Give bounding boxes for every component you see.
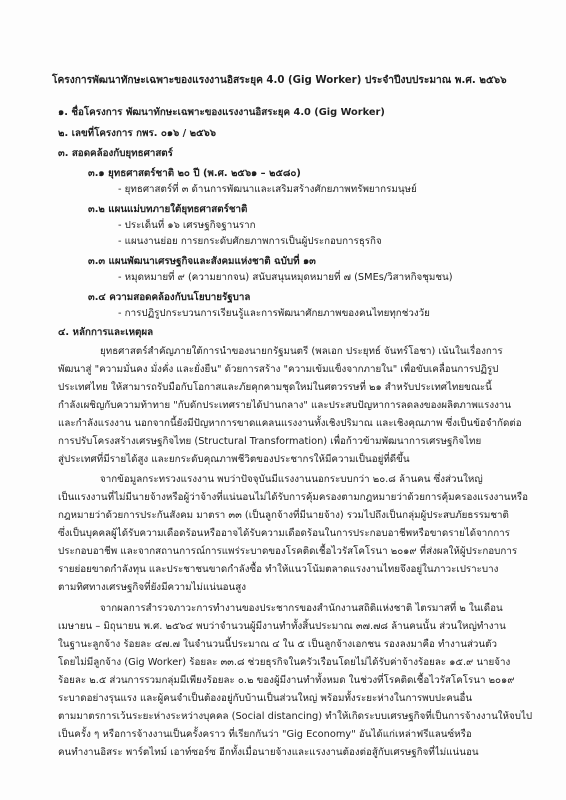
- paragraph-3-line: ระบาดอย่างรุนแรง และผู้คนจำเป็นต้องอยู่กับบ้านเป็นส่วนใหญ่ พร้อมทั้งระยะห่างในการพบปะคนอื่น: [58, 693, 473, 704]
- paragraph-3-line: โดยไม่มีลูกจ้าง (Gig Worker) ร้อยละ ๓๓.๘ ช่วยธุรกิจในครัวเรือนโดยไม่ได้รับค่าจ้างร้อยละ ๑๕.๙ นายจ้าง: [58, 657, 511, 668]
- section-2-project-number: ๒. เลขที่โครงการ กพร. ๐๑๖ / ๒๕๖๖: [58, 128, 216, 139]
- paragraph-2-line: ซึ่งเป็นบุคคลผู้ได้รับความเดือดร้อนหรืออาจได้รับความเดือดร้อนในการประกอบอาชีพหรือขาดรายได้จากการ: [58, 528, 510, 539]
- section-3-1-heading: ๓.๑ ยุทธศาสตร์ชาติ ๒๐ ปี (พ.ศ. ๒๕๖๑ – ๒๕๘๐): [88, 168, 301, 179]
- section-4-heading: ๔. หลักการและเหตุผล: [58, 327, 154, 338]
- paragraph-2-line: รายย่อยขาดกำลังทุน และประชาชนขาดกำลังซื้อ ทำให้แนวโน้มตลาดแรงงานไทยจึงอยู่ในภาวะเปราะบาง: [58, 564, 499, 575]
- paragraph-1-line: สู่ประเทศที่มีรายได้สูง และยกระดับคุณภาพชีวิตของประชากรให้มีความเป็นอยู่ที่ดีขึ้น: [58, 454, 410, 465]
- section-3-4-heading: ๓.๔ ความสอดคล้องกับนโยบายรัฐบาล: [88, 292, 251, 303]
- section-3-3-item: - หมุดหมายที่ ๙ (ความยากจน) สนับสนุนหมุดหมายที่ ๗ (SMEs/วิสาหกิจชุมชน): [118, 272, 453, 283]
- paragraph-3-line: เป็นครั้ง ๆ หรือการจ้างงานเป็นครั้งคราว ที่เรียกกันว่า "Gig Economy" อันได้แก่เหล่าฟรีแลนซ์หรือ: [58, 729, 472, 740]
- paragraph-1-line: ประเทศไทย ให้สามารถรับมือกับโอกาสและภัยคุกคามชุดใหม่ในศตวรรษที่ ๒๑ สำหรับประเทศไทยขณะนี้: [58, 382, 492, 393]
- section-1-project-name: ๑. ชื่อโครงการ พัฒนาทักษะเฉพาะของแรงงานอิสระยุค 4.0 (Gig Worker): [58, 107, 385, 118]
- section-3-1-item: - ยุทธศาสตร์ที่ ๓ ด้านการพัฒนาและเสริมสร้างศักยภาพทรัพยากรมนุษย์: [118, 184, 417, 195]
- document-title: โครงการพัฒนาทักษะเฉพาะของแรงงานอิสระยุค 4.0 (Gig Worker) ประจำปีงบประมาณ พ.ศ. ๒๕๖๖: [52, 75, 507, 86]
- paragraph-1-line: การปรับโครงสร้างเศรษฐกิจไทย (Structural Transformation) เพื่อก้าวข้ามพัฒนาการเศรษฐกิจไทย: [58, 436, 482, 447]
- paragraph-3-line: ในฐานะลูกจ้าง ร้อยละ ๔๗.๗ ในจำนวนนี้ประมาณ ๔ ใน ๕ เป็นลูกจ้างเอกชน รองลงมาคือ ทำงานส่วนตัว: [58, 639, 497, 650]
- paragraph-3-line: ร้อยละ ๒.๕ ส่วนการรวมกลุ่มมีเพียงร้อยละ ๐.๒ ของผู้มีงานทำทั้งหมด ในช่วงที่โรคติดเชื้อไวรัสโคโรนา ๒๐๑๙: [58, 675, 515, 686]
- paragraph-2-line: จากข้อมูลกระทรวงแรงงาน พบว่าปัจจุบันมีแรงงานนอกระบบกว่า ๒๐.๘ ล้านคน ซึ่งส่วนใหญ่: [100, 474, 483, 485]
- section-3-2-item-1: - ประเด็นที่ ๑๖ เศรษฐกิจฐานราก: [118, 220, 256, 231]
- section-3-2-heading: ๓.๒ แผนแม่บทภายใต้ยุทธศาสตร์ชาติ: [88, 204, 248, 215]
- paragraph-2-line: ประกอบอาชีพ และจากสถานการณ์การแพร่ระบาดของโรคติดเชื้อไวรัสโคโรนา ๒๐๑๙ ที่ส่งผลให้ผู้ประกอบการ: [58, 546, 518, 557]
- section-3-2-item-2: - แผนงานย่อย การยกระดับศักยภาพการเป็นผู้ประกอบการธุรกิจ: [118, 236, 382, 247]
- paragraph-1-line: พัฒนาสู่ "ความมั่นคง มั่งคั่ง และยั่งยืน" ด้วยการสร้าง "ความเข้มแข็งจากภายใน" เพื่อขับเคลื่อนการปฏิรูป: [58, 364, 499, 375]
- paragraph-3-line: จากผลการสำรวจภาวะการทำงานของประชากรของสำนักงานสถิติแห่งชาติ ไตรมาสที่ ๒ ในเดือน: [100, 603, 503, 614]
- paragraph-2-line: กฎหมายว่าด้วยการประกันสังคม มาตรา ๓๓ (เป็นลูกจ้างที่มีนายจ้าง) รวมไปถึงเป็นกลุ่มผู้ประสบภัยธรรมชาติ: [58, 510, 509, 521]
- paragraph-3-line: คนทำงานอิสระ พาร์ตไทม์ เอาท์ซอร์ซ อีกทั้งเมื่อนายจ้างและแรงงานต้องต่อสู้กับเศรษฐกิจที่ไม่แน่นอน: [58, 747, 479, 758]
- paragraph-1-line: ยุทธศาสตร์สำคัญภายใต้การนำของนายกรัฐมนตรี (พลเอก ประยุทธ์ จันทร์โอชา) เน้นในเรื่องการ: [100, 346, 503, 357]
- section-3-heading: ๓. สอดคล้องกับยุทธศาสตร์: [58, 148, 173, 159]
- paragraph-3-line: ตามมาตรการเว้นระยะห่างระหว่างบุคคล (Social distancing) ทำให้เกิดระบบเศรษฐกิจที่เป็นการจ้างงานให้จบไป: [58, 711, 533, 722]
- paragraph-1-line: และกำลังแรงงาน นอกจากนี้ยังมีปัญหาการขาดแคลนแรงงานทั้งเชิงปริมาณ และเชิงคุณภาพ ซึ่งเป็นข้อจำกัดต่อ: [58, 418, 522, 429]
- paragraph-1-line: กำลังเผชิญกับความท้าทาย "กับดักประเทศรายได้ปานกลาง" และประสบปัญหาการลดลงของผลิตภาพแรงงาน: [58, 400, 512, 411]
- paragraph-2-line: ตามทิศทางเศรษฐกิจที่ยังมีความไม่แน่นอนสูง: [58, 582, 246, 593]
- paragraph-2-line: เป็นแรงงานที่ไม่มีนายจ้างหรือผู้ว่าจ้างที่แน่นอนไม่ได้รับการคุ้มครองตามกฎหมายว่าด้วยการคุ้มครองแรงงานหรือ: [58, 492, 529, 503]
- section-3-4-item: - การปฏิรูปกระบวนการเรียนรู้และการพัฒนาศักยภาพของคนไทยทุกช่วงวัย: [118, 308, 430, 319]
- paragraph-3-line: เมษายน – มิถุนายน พ.ศ. ๒๕๖๔ พบว่าจำนวนผู้มีงานทำทั้งสิ้นประมาณ ๓๗.๗๘ ล้านคนนั้น ส่วนใหญ่ทำงาน: [58, 621, 506, 632]
- section-3-3-heading: ๓.๓ แผนพัฒนาเศรษฐกิจและสังคมแห่งชาติ ฉบับที่ ๑๓: [88, 256, 316, 267]
